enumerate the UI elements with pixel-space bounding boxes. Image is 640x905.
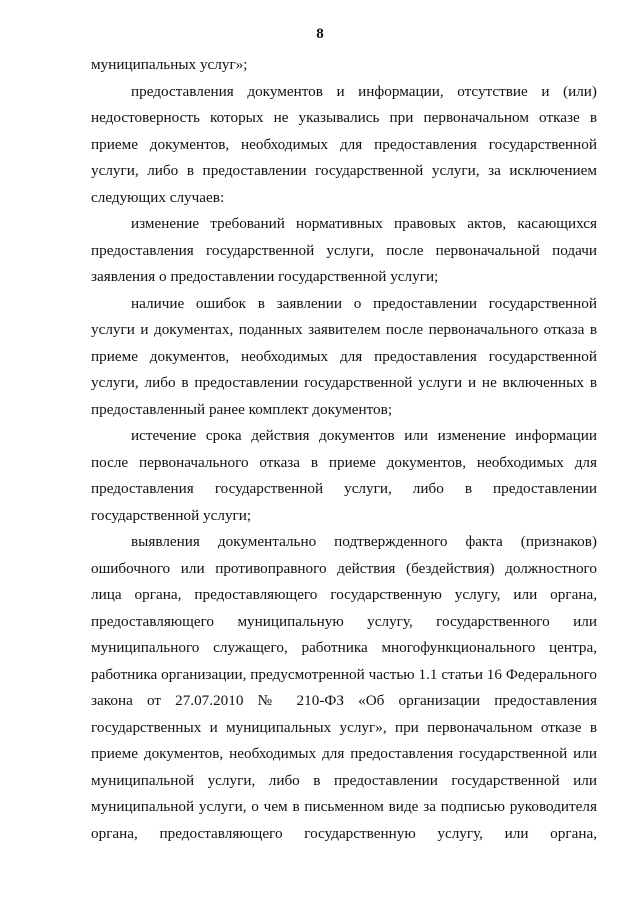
paragraph-continuation: муниципальных услуг»; (91, 56, 248, 73)
paragraph-errors-in-application: наличие ошибок в заявлении о предоставлении государственной услуги и документах, поданных заявителем после первоначального отказа в приеме документов, необходимых для предоставления государственной услуги, либо в предоставлении государственной услуги и не включенных в предоставленный ранее комплект документов; (91, 294, 597, 418)
paragraph-expiration-of-documents: истечение срока действия документов или изменение информации после первоначального отказа в приеме документов, необходимых для предоставления государственной услуги, либо в предоставлении государственной услуги; (91, 427, 597, 524)
document-body (91, 52, 597, 847)
paragraph-requirements-change: изменение требований нормативных правовых актов, касающихся предоставления государственной услуги, после первоначальной подачи заявления о предоставлении государственной услуги; (91, 215, 597, 285)
paragraph-documents-information: предоставления документов и информации, отсутствие и (или) недостоверность которых не указывались при первоначальном отказе в приеме документов, необходимых для предоставления государственной услуги, либо в предоставлении государственной услуги, за исключением следующих случаев: (91, 82, 597, 206)
page-number: 8 (316, 26, 324, 42)
paragraph-erroneous-action: выявления документально подтвержденного факта (признаков) ошибочного или противоправного действия (бездействия) должностного лица органа, предоставляющего государственную услугу, или органа, предоставляющего муниципальную услугу, государственного или муниципального служащего, работника многофункционального центра, работника организации, предусмотренной частью 1.1 статьи 16 Федерального закона от 27.07.2010 № 210-ФЗ «Об организации предоставления государственных и муниципальных услуг», при первоначальном отказе в приеме документов, необходимых для предоставления государственной или муниципальной услуги, либо в предоставлении государственной или муниципальной услуги, о чем в письменном виде за подписью руководителя органа, предоставляющего государственную услугу, или органа, (91, 533, 597, 842)
